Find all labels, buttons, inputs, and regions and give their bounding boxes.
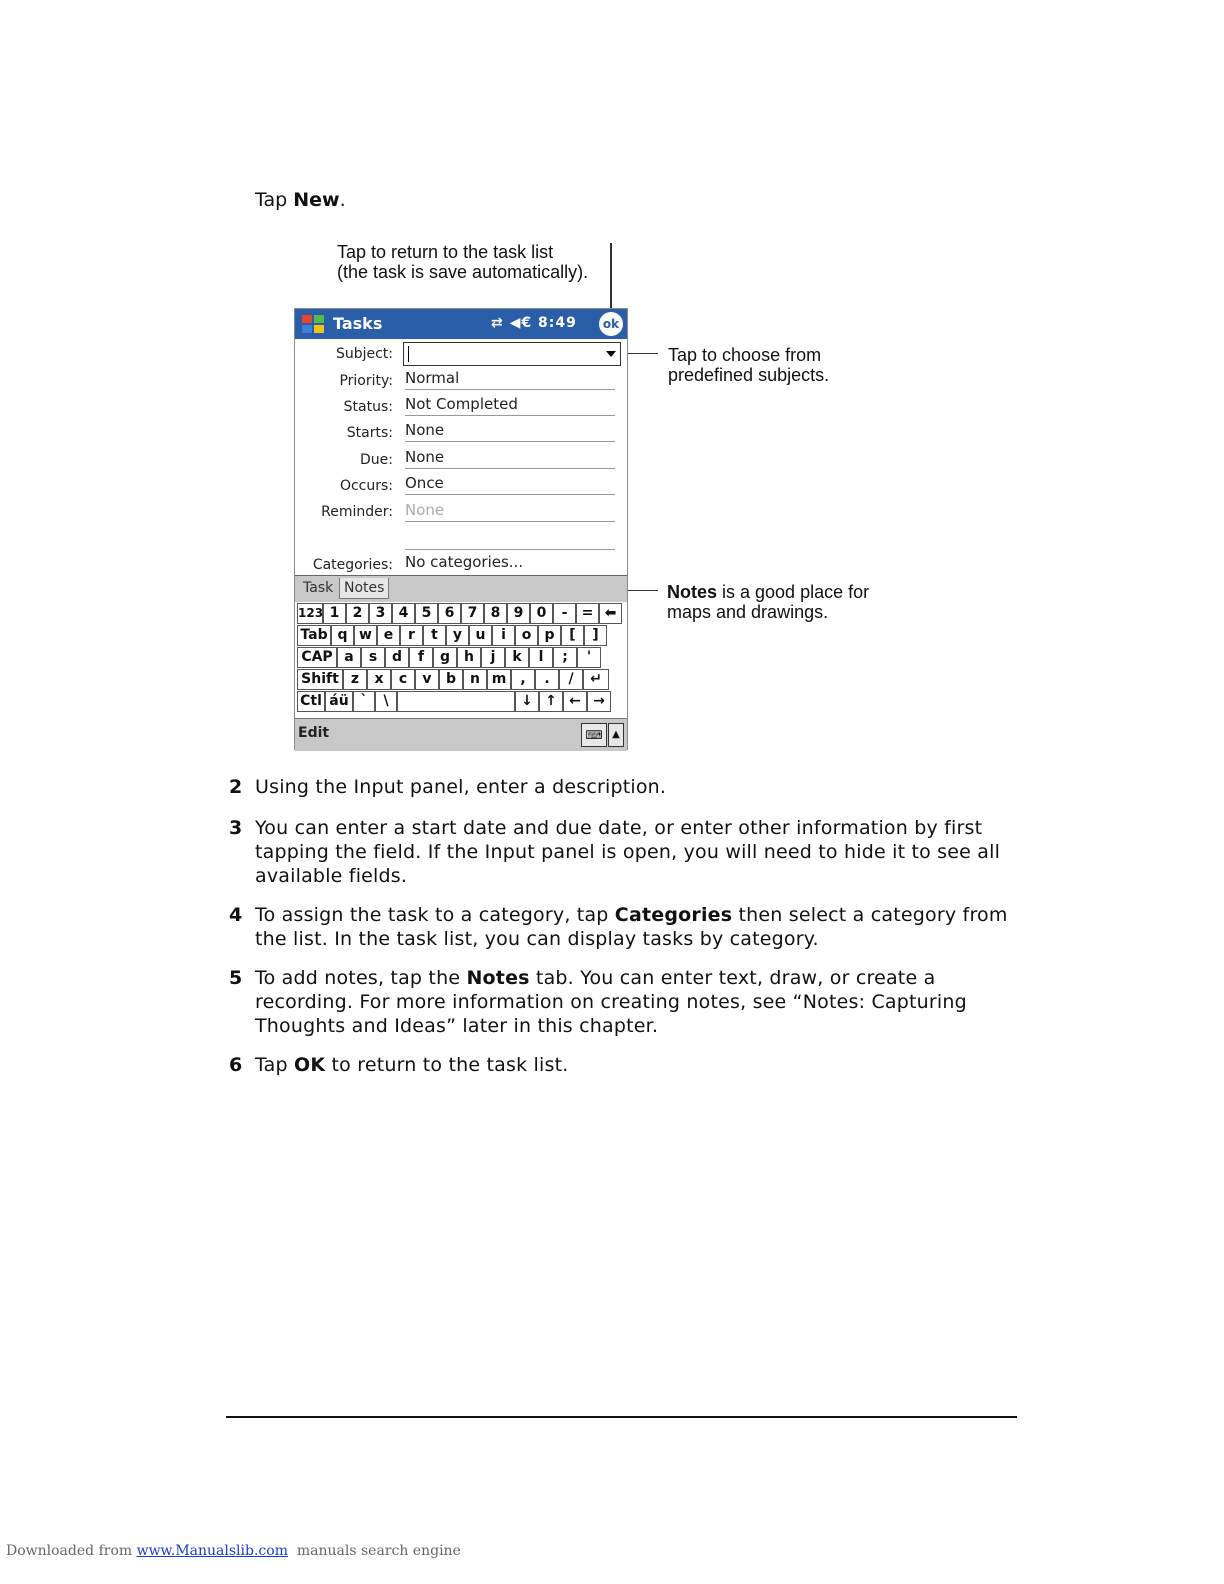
key[interactable]: . <box>535 669 559 690</box>
key[interactable]: c <box>391 669 415 690</box>
page-rule <box>226 1416 1017 1418</box>
key[interactable]: a <box>337 647 361 668</box>
key[interactable]: z <box>343 669 367 690</box>
shift-key[interactable]: Shift <box>297 669 343 690</box>
key[interactable]: g <box>433 647 457 668</box>
callout-notes-line1: is a good place for <box>717 582 870 602</box>
down-key[interactable]: ↓ <box>515 691 539 712</box>
caps-key[interactable]: CAP <box>297 647 337 668</box>
key[interactable]: b <box>439 669 463 690</box>
intro-suffix: . <box>339 189 346 211</box>
key[interactable]: u <box>469 625 492 646</box>
callout-return <box>337 242 588 282</box>
step-text <box>255 775 1020 799</box>
device-title-bar <box>295 309 627 339</box>
status-field[interactable]: Not Completed <box>405 395 615 416</box>
input-selector-arrow-icon[interactable]: ▲ <box>608 723 624 747</box>
reminder-label: Reminder: <box>321 504 393 520</box>
key[interactable]: ' <box>577 647 601 668</box>
step-text-segment: You can enter a start date and due date, or enter other information by first tapping the field. If the Input panel is open, you will need to hide it to see all available fields. <box>255 817 1001 887</box>
due-field[interactable]: None <box>405 448 615 469</box>
occurs-field[interactable]: Once <box>405 474 615 495</box>
key[interactable]: \ <box>375 691 397 712</box>
tab-bar <box>295 575 627 602</box>
key[interactable]: h <box>457 647 481 668</box>
step-number: 2 <box>229 776 243 798</box>
key[interactable]: r <box>400 625 423 646</box>
key[interactable]: 3 <box>369 603 392 624</box>
accent-key[interactable]: áü <box>325 691 353 712</box>
key[interactable]: y <box>446 625 469 646</box>
keyboard-row-1 <box>297 603 622 624</box>
key[interactable]: f <box>409 647 433 668</box>
subject-field[interactable] <box>403 342 621 366</box>
tab-key[interactable]: Tab <box>297 625 331 646</box>
key[interactable]: 2 <box>346 603 369 624</box>
step-text-segment: To add notes, tap the <box>255 967 467 989</box>
key[interactable]: e <box>377 625 400 646</box>
device-status-icons: ⇄ ◀€ 8:49 <box>491 315 577 331</box>
key[interactable]: x <box>367 669 391 690</box>
key[interactable]: i <box>492 625 515 646</box>
key[interactable]: 8 <box>484 603 507 624</box>
step-text-segment: Tap <box>255 1054 295 1076</box>
step-number: 5 <box>229 967 243 989</box>
key[interactable]: k <box>505 647 529 668</box>
key[interactable]: 123 <box>297 603 323 624</box>
device-title: Tasks <box>333 314 383 333</box>
key[interactable]: , <box>511 669 535 690</box>
device-screenshot <box>294 308 628 750</box>
key[interactable]: l <box>529 647 553 668</box>
reminder-field[interactable]: None <box>405 501 615 522</box>
step-text-segment: then select a category from the list. In the task list, you can display tasks by category. <box>255 904 1008 950</box>
key[interactable]: m <box>487 669 511 690</box>
callout-notes <box>667 582 869 622</box>
footer-link[interactable]: www.Manualslib.com <box>136 1543 288 1559</box>
starts-label: Starts: <box>346 425 393 441</box>
key[interactable]: 4 <box>392 603 415 624</box>
key[interactable]: - <box>553 603 576 624</box>
key[interactable]: s <box>361 647 385 668</box>
backspace-key[interactable]: ⬅ <box>599 603 622 624</box>
callout-notes-line2: maps and drawings. <box>667 602 829 622</box>
step-text-segment: tab. You can enter text, draw, or create a recording. For more information on creating notes, see “Notes: Capturing Thoughts and Ideas” later in this chapter. <box>255 967 967 1037</box>
keyboard-row-5 <box>297 691 611 712</box>
right-key[interactable]: → <box>587 691 611 712</box>
categories-label[interactable]: Categories: <box>312 557 393 573</box>
key[interactable]: ` <box>353 691 375 712</box>
key[interactable]: 6 <box>438 603 461 624</box>
keyboard-row-4 <box>297 669 609 690</box>
step-text-bold: OK <box>294 1054 326 1076</box>
priority-label: Priority: <box>339 373 393 389</box>
callout-return-leader <box>610 243 612 311</box>
occurs-label: Occurs: <box>339 478 393 494</box>
step-text-segment: to return to the task list. <box>325 1054 569 1076</box>
keyboard-row-3 <box>297 647 601 668</box>
tab-notes[interactable]: Notes <box>339 578 389 599</box>
edit-menu[interactable]: Edit <box>298 725 330 741</box>
ctl-key[interactable]: Ctl <box>297 691 325 712</box>
intro-bold: New <box>293 189 340 211</box>
step-text <box>255 966 1020 1038</box>
key[interactable]: j <box>481 647 505 668</box>
key[interactable]: d <box>385 647 409 668</box>
callout-return-line2: (the task is save automatically). <box>337 262 589 282</box>
key[interactable]: o <box>515 625 538 646</box>
footer <box>6 1543 461 1559</box>
key[interactable]: v <box>415 669 439 690</box>
due-label: Due: <box>360 452 393 468</box>
key[interactable]: n <box>463 669 487 690</box>
key[interactable]: w <box>354 625 377 646</box>
step-number: 3 <box>229 817 243 839</box>
footer-suffix: manuals search engine <box>287 1543 461 1559</box>
step-text-segment: To assign the task to a category, tap <box>255 904 615 926</box>
key[interactable]: p <box>538 625 561 646</box>
callout-return-line1: Tap to return to the task list <box>337 242 554 262</box>
up-key[interactable]: ↑ <box>539 691 563 712</box>
intro-instruction <box>255 189 346 211</box>
categories-field[interactable]: No categories... <box>405 553 524 571</box>
status-label: Status: <box>343 399 393 415</box>
footer-prefix: Downloaded from <box>6 1543 137 1559</box>
step-text <box>255 816 1020 888</box>
key[interactable]: t <box>423 625 446 646</box>
step-text-bold: Categories <box>614 904 733 926</box>
key[interactable]: ] <box>584 625 607 646</box>
windows-start-icon[interactable] <box>299 312 327 336</box>
callout-subject-line1: Tap to choose from <box>668 345 822 365</box>
priority-field[interactable]: Normal <box>405 369 615 390</box>
intro-prefix: Tap <box>255 189 294 211</box>
menu-bar <box>295 718 627 751</box>
step-number: 6 <box>229 1054 243 1076</box>
key[interactable]: ; <box>553 647 577 668</box>
key[interactable]: [ <box>561 625 584 646</box>
blank-field-line <box>405 529 615 550</box>
tab-task[interactable]: Task <box>303 580 334 596</box>
left-key[interactable]: ← <box>563 691 587 712</box>
key[interactable]: 7 <box>461 603 484 624</box>
key[interactable]: 1 <box>323 603 346 624</box>
space-key[interactable] <box>397 691 515 712</box>
step-text <box>255 903 1020 951</box>
step-text-bold: Notes <box>466 967 530 989</box>
starts-field[interactable]: None <box>405 421 615 442</box>
key[interactable]: 5 <box>415 603 438 624</box>
callout-subject-line2: predefined subjects. <box>668 365 830 385</box>
key[interactable]: / <box>559 669 583 690</box>
keyboard-row-2 <box>297 625 607 646</box>
keyboard-icon[interactable]: ⌨ <box>581 723 607 747</box>
subject-label: Subject: <box>335 346 393 362</box>
callout-subject <box>668 345 829 385</box>
key[interactable]: 0 <box>530 603 553 624</box>
step-text <box>255 1053 1020 1077</box>
callout-notes-bold: Notes <box>667 582 718 602</box>
key[interactable]: = <box>576 603 599 624</box>
step-number: 4 <box>229 904 243 926</box>
key[interactable]: 9 <box>507 603 530 624</box>
ok-button[interactable]: ok <box>599 312 623 336</box>
step-text-segment: Using the Input panel, enter a description. <box>255 776 667 798</box>
enter-key[interactable]: ↵ <box>583 669 609 690</box>
key[interactable]: q <box>331 625 354 646</box>
subject-dropdown-arrow-icon[interactable] <box>606 351 616 357</box>
text-caret <box>408 346 409 362</box>
